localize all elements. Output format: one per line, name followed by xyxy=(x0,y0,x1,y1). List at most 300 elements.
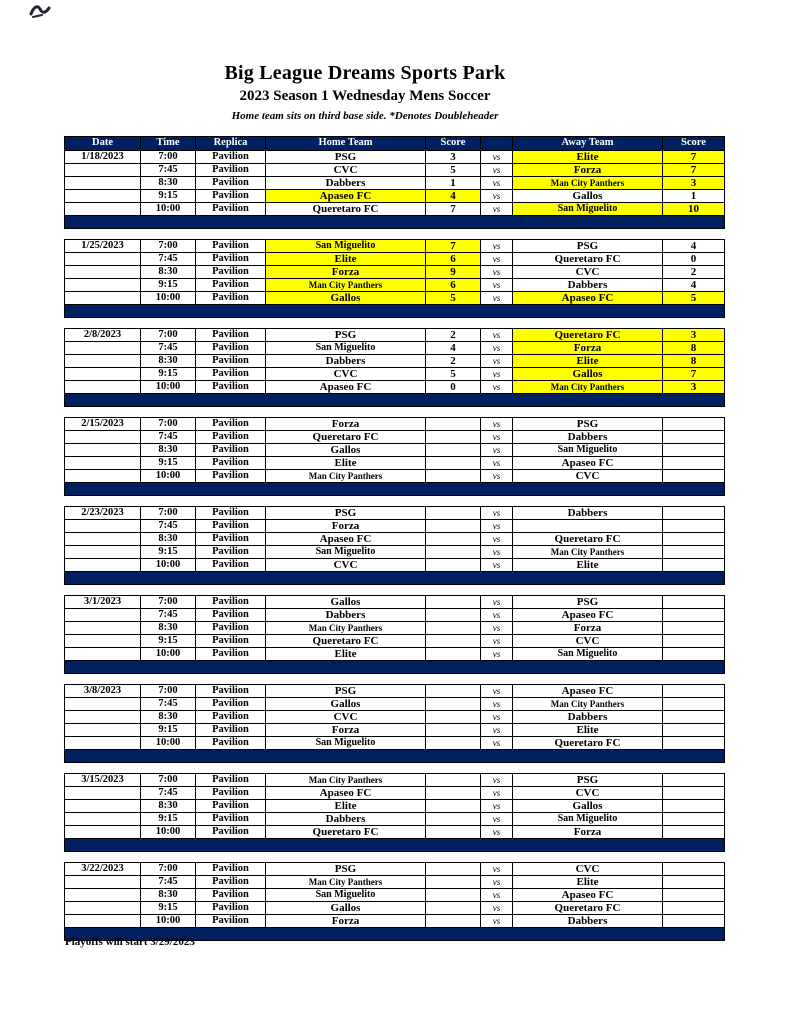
away-score-cell: 3 xyxy=(663,329,725,342)
replica-cell: Pavilion xyxy=(196,889,266,902)
time-cell: 9:15 xyxy=(141,279,196,292)
home-team-cell: Man City Panthers xyxy=(266,470,426,483)
home-score-cell xyxy=(426,635,481,648)
game-row xyxy=(65,444,725,457)
vs-cell: vs xyxy=(481,559,513,572)
vs-cell: vs xyxy=(481,915,513,928)
away-team-cell: San Miguelito xyxy=(513,813,663,826)
vs-cell: vs xyxy=(481,507,513,520)
home-score-cell: 7 xyxy=(426,203,481,216)
time-cell: 7:45 xyxy=(141,609,196,622)
home-team-cell: PSG xyxy=(266,685,426,698)
away-team-cell: Dabbers xyxy=(513,915,663,928)
game-row xyxy=(65,151,725,164)
time-cell: 7:00 xyxy=(141,329,196,342)
replica-cell: Pavilion xyxy=(196,902,266,915)
header-date-cell: Date xyxy=(65,137,141,151)
away-team-cell: Queretaro FC xyxy=(513,533,663,546)
game-row xyxy=(65,368,725,381)
away-team-cell: Man City Panthers xyxy=(513,381,663,394)
vs-cell: vs xyxy=(481,342,513,355)
away-score-cell xyxy=(663,826,725,839)
replica-cell: Pavilion xyxy=(196,648,266,661)
home-team-cell: PSG xyxy=(266,507,426,520)
home-team-cell: Gallos xyxy=(266,698,426,711)
game-row xyxy=(65,622,725,635)
date-cell xyxy=(65,711,141,724)
game-row xyxy=(65,355,725,368)
home-team-cell: San Miguelito xyxy=(266,342,426,355)
replica-cell: Pavilion xyxy=(196,596,266,609)
home-team-cell: Dabbers xyxy=(266,177,426,190)
away-team-cell: Man City Panthers xyxy=(513,546,663,559)
home-team-cell: Apaseo FC xyxy=(266,533,426,546)
away-score-cell: 2 xyxy=(663,266,725,279)
game-row xyxy=(65,457,725,470)
away-score-cell xyxy=(663,876,725,889)
game-row xyxy=(65,863,725,876)
game-row xyxy=(65,596,725,609)
replica-cell: Pavilion xyxy=(196,457,266,470)
date-cell xyxy=(65,470,141,483)
date-cell xyxy=(65,164,141,177)
date-cell xyxy=(65,342,141,355)
away-team-cell: Apaseo FC xyxy=(513,685,663,698)
date-cell: 3/22/2023 xyxy=(65,863,141,876)
game-row xyxy=(65,724,725,737)
home-score-cell xyxy=(426,596,481,609)
game-row xyxy=(65,876,725,889)
header-home-team-cell: Home Team xyxy=(266,137,426,151)
home-team-cell: Gallos xyxy=(266,596,426,609)
game-row xyxy=(65,342,725,355)
away-team-cell: San Miguelito xyxy=(513,648,663,661)
home-score-cell xyxy=(426,470,481,483)
home-team-cell: Queretaro FC xyxy=(266,431,426,444)
date-cell xyxy=(65,648,141,661)
away-score-cell: 1 xyxy=(663,190,725,203)
home-team-cell: Elite xyxy=(266,648,426,661)
game-row xyxy=(65,774,725,787)
away-score-cell: 8 xyxy=(663,355,725,368)
home-team-cell: Dabbers xyxy=(266,355,426,368)
date-cell xyxy=(65,431,141,444)
away-team-cell: Queretaro FC xyxy=(513,902,663,915)
home-team-cell: Forza xyxy=(266,724,426,737)
game-row xyxy=(65,266,725,279)
away-score-cell xyxy=(663,533,725,546)
game-row xyxy=(65,609,725,622)
home-team-cell: Gallos xyxy=(266,444,426,457)
away-team-cell: PSG xyxy=(513,774,663,787)
time-cell: 7:45 xyxy=(141,876,196,889)
away-team-cell: Queretaro FC xyxy=(513,329,663,342)
away-score-cell xyxy=(663,863,725,876)
away-score-cell xyxy=(663,507,725,520)
week-separator-bar xyxy=(65,305,725,318)
vs-cell: vs xyxy=(481,774,513,787)
game-row xyxy=(65,203,725,216)
away-score-cell: 3 xyxy=(663,381,725,394)
header-home-score-cell: Score xyxy=(426,137,481,151)
time-cell: 10:00 xyxy=(141,915,196,928)
home-team-cell: Man City Panthers xyxy=(266,279,426,292)
week-block xyxy=(64,239,725,318)
vs-cell: vs xyxy=(481,711,513,724)
time-cell: 7:00 xyxy=(141,507,196,520)
replica-cell: Pavilion xyxy=(196,431,266,444)
home-score-cell: 4 xyxy=(426,342,481,355)
home-team-cell: PSG xyxy=(266,151,426,164)
date-cell xyxy=(65,177,141,190)
time-cell: 9:15 xyxy=(141,635,196,648)
week-block xyxy=(64,773,725,852)
away-score-cell xyxy=(663,546,725,559)
away-team-cell: Dabbers xyxy=(513,279,663,292)
home-team-cell: CVC xyxy=(266,164,426,177)
vs-cell: vs xyxy=(481,596,513,609)
away-team-cell: San Miguelito xyxy=(513,444,663,457)
home-team-cell: PSG xyxy=(266,863,426,876)
home-score-cell xyxy=(426,774,481,787)
time-cell: 8:30 xyxy=(141,889,196,902)
date-cell xyxy=(65,279,141,292)
replica-cell: Pavilion xyxy=(196,507,266,520)
home-score-cell: 2 xyxy=(426,329,481,342)
away-score-cell xyxy=(663,889,725,902)
away-score-cell: 4 xyxy=(663,240,725,253)
home-score-cell: 6 xyxy=(426,253,481,266)
time-cell: 9:15 xyxy=(141,724,196,737)
date-cell xyxy=(65,813,141,826)
vs-cell: vs xyxy=(481,203,513,216)
date-cell xyxy=(65,546,141,559)
date-cell xyxy=(65,787,141,800)
game-row xyxy=(65,889,725,902)
home-team-cell: Queretaro FC xyxy=(266,203,426,216)
time-cell: 7:45 xyxy=(141,520,196,533)
time-cell: 8:30 xyxy=(141,800,196,813)
date-cell xyxy=(65,698,141,711)
time-cell: 7:45 xyxy=(141,787,196,800)
home-score-cell xyxy=(426,698,481,711)
away-score-cell: 5 xyxy=(663,292,725,305)
home-team-cell: Apaseo FC xyxy=(266,190,426,203)
vs-cell: vs xyxy=(481,698,513,711)
home-score-cell xyxy=(426,902,481,915)
home-score-cell xyxy=(426,863,481,876)
game-row xyxy=(65,177,725,190)
date-cell xyxy=(65,292,141,305)
home-score-cell: 1 xyxy=(426,177,481,190)
vs-cell: vs xyxy=(481,826,513,839)
away-team-cell: PSG xyxy=(513,418,663,431)
home-score-cell: 4 xyxy=(426,190,481,203)
home-score-cell: 9 xyxy=(426,266,481,279)
vs-cell: vs xyxy=(481,457,513,470)
time-cell: 8:30 xyxy=(141,266,196,279)
game-row xyxy=(65,470,725,483)
time-cell: 10:00 xyxy=(141,648,196,661)
date-cell: 1/18/2023 xyxy=(65,151,141,164)
away-score-cell xyxy=(663,711,725,724)
away-score-cell: 10 xyxy=(663,203,725,216)
week-separator-bar xyxy=(65,216,725,229)
away-score-cell xyxy=(663,520,725,533)
home-score-cell xyxy=(426,609,481,622)
replica-cell: Pavilion xyxy=(196,559,266,572)
away-team-cell: Forza xyxy=(513,622,663,635)
game-row xyxy=(65,292,725,305)
away-score-cell xyxy=(663,431,725,444)
home-score-cell: 3 xyxy=(426,151,481,164)
replica-cell: Pavilion xyxy=(196,826,266,839)
time-cell: 10:00 xyxy=(141,381,196,394)
away-team-cell: Gallos xyxy=(513,368,663,381)
time-cell: 7:00 xyxy=(141,596,196,609)
replica-cell: Pavilion xyxy=(196,368,266,381)
vs-cell: vs xyxy=(481,724,513,737)
home-score-cell xyxy=(426,648,481,661)
away-team-cell: PSG xyxy=(513,596,663,609)
replica-cell: Pavilion xyxy=(196,203,266,216)
home-score-cell xyxy=(426,826,481,839)
home-team-cell: PSG xyxy=(266,329,426,342)
replica-cell: Pavilion xyxy=(196,292,266,305)
away-score-cell xyxy=(663,596,725,609)
table-header-row xyxy=(65,137,725,151)
time-cell: 9:15 xyxy=(141,902,196,915)
time-cell: 7:00 xyxy=(141,863,196,876)
home-team-cell: Apaseo FC xyxy=(266,381,426,394)
vs-cell: vs xyxy=(481,190,513,203)
away-team-cell: Forza xyxy=(513,342,663,355)
week-block xyxy=(64,595,725,674)
replica-cell: Pavilion xyxy=(196,444,266,457)
week-separator-bar xyxy=(65,750,725,763)
date-cell: 3/8/2023 xyxy=(65,685,141,698)
game-row xyxy=(65,431,725,444)
time-cell: 7:00 xyxy=(141,151,196,164)
date-cell xyxy=(65,457,141,470)
home-team-cell: San Miguelito xyxy=(266,737,426,750)
date-cell xyxy=(65,253,141,266)
home-score-cell xyxy=(426,418,481,431)
game-row xyxy=(65,329,725,342)
away-team-cell: Gallos xyxy=(513,800,663,813)
vs-cell: vs xyxy=(481,863,513,876)
page-subtitle: 2023 Season 1 Wednesday Mens Soccer xyxy=(239,88,491,104)
home-team-cell: Man City Panthers xyxy=(266,622,426,635)
replica-cell: Pavilion xyxy=(196,177,266,190)
replica-cell: Pavilion xyxy=(196,533,266,546)
week-separator-bar xyxy=(65,661,725,674)
vs-cell: vs xyxy=(481,533,513,546)
date-cell xyxy=(65,724,141,737)
vs-cell: vs xyxy=(481,253,513,266)
home-score-cell xyxy=(426,533,481,546)
game-row xyxy=(65,253,725,266)
replica-cell: Pavilion xyxy=(196,342,266,355)
away-score-cell xyxy=(663,774,725,787)
home-team-cell: Elite xyxy=(266,253,426,266)
vs-cell: vs xyxy=(481,381,513,394)
game-row xyxy=(65,737,725,750)
away-score-cell: 7 xyxy=(663,368,725,381)
home-score-cell: 5 xyxy=(426,164,481,177)
replica-cell: Pavilion xyxy=(196,915,266,928)
vs-cell: vs xyxy=(481,648,513,661)
home-team-cell: San Miguelito xyxy=(266,889,426,902)
replica-cell: Pavilion xyxy=(196,240,266,253)
home-score-cell xyxy=(426,724,481,737)
away-score-cell: 0 xyxy=(663,253,725,266)
home-team-cell: CVC xyxy=(266,368,426,381)
vs-cell: vs xyxy=(481,329,513,342)
game-row xyxy=(65,507,725,520)
replica-cell: Pavilion xyxy=(196,190,266,203)
vs-cell: vs xyxy=(481,240,513,253)
vs-cell: vs xyxy=(481,609,513,622)
away-score-cell xyxy=(663,635,725,648)
time-cell: 10:00 xyxy=(141,826,196,839)
replica-cell: Pavilion xyxy=(196,381,266,394)
date-cell xyxy=(65,915,141,928)
replica-cell: Pavilion xyxy=(196,876,266,889)
game-row xyxy=(65,381,725,394)
away-score-cell xyxy=(663,457,725,470)
vs-cell: vs xyxy=(481,418,513,431)
date-cell xyxy=(65,444,141,457)
vs-cell: vs xyxy=(481,622,513,635)
home-score-cell xyxy=(426,876,481,889)
home-score-cell xyxy=(426,813,481,826)
vs-cell: vs xyxy=(481,164,513,177)
away-score-cell xyxy=(663,787,725,800)
date-cell: 3/1/2023 xyxy=(65,596,141,609)
date-cell xyxy=(65,203,141,216)
replica-cell: Pavilion xyxy=(196,546,266,559)
away-score-cell xyxy=(663,418,725,431)
time-cell: 7:45 xyxy=(141,698,196,711)
replica-cell: Pavilion xyxy=(196,622,266,635)
week-block xyxy=(64,506,725,585)
date-cell xyxy=(65,368,141,381)
replica-cell: Pavilion xyxy=(196,329,266,342)
replica-cell: Pavilion xyxy=(196,813,266,826)
time-cell: 7:00 xyxy=(141,774,196,787)
home-team-cell: Man City Panthers xyxy=(266,876,426,889)
away-score-cell xyxy=(663,737,725,750)
replica-cell: Pavilion xyxy=(196,151,266,164)
vs-cell: vs xyxy=(481,292,513,305)
header-away-team-cell: Away Team xyxy=(513,137,663,151)
time-cell: 8:30 xyxy=(141,355,196,368)
week-separator-bar xyxy=(65,483,725,496)
time-cell: 9:15 xyxy=(141,368,196,381)
home-score-cell xyxy=(426,546,481,559)
home-team-cell: Forza xyxy=(266,418,426,431)
away-team-cell: Dabbers xyxy=(513,507,663,520)
away-team-cell xyxy=(513,520,663,533)
header-time-cell: Time xyxy=(141,137,196,151)
home-team-cell: Apaseo FC xyxy=(266,787,426,800)
home-team-cell: Gallos xyxy=(266,292,426,305)
ink-mark-artifact xyxy=(28,2,52,20)
vs-cell: vs xyxy=(481,889,513,902)
away-team-cell: Dabbers xyxy=(513,431,663,444)
time-cell: 8:30 xyxy=(141,177,196,190)
week-block xyxy=(64,136,725,229)
header-away-score-cell: Score xyxy=(663,137,725,151)
game-row xyxy=(65,533,725,546)
home-team-cell: Dabbers xyxy=(266,609,426,622)
date-cell: 3/15/2023 xyxy=(65,774,141,787)
away-team-cell: PSG xyxy=(513,240,663,253)
replica-cell: Pavilion xyxy=(196,711,266,724)
away-score-cell: 7 xyxy=(663,164,725,177)
game-row xyxy=(65,698,725,711)
vs-cell: vs xyxy=(481,368,513,381)
away-score-cell: 3 xyxy=(663,177,725,190)
game-row xyxy=(65,546,725,559)
time-cell: 10:00 xyxy=(141,203,196,216)
date-cell xyxy=(65,876,141,889)
home-team-cell: Gallos xyxy=(266,902,426,915)
schedule-table xyxy=(64,136,726,951)
time-cell: 8:30 xyxy=(141,711,196,724)
date-cell: 2/23/2023 xyxy=(65,507,141,520)
game-row xyxy=(65,915,725,928)
vs-cell: vs xyxy=(481,151,513,164)
week-block xyxy=(64,417,725,496)
replica-cell: Pavilion xyxy=(196,774,266,787)
away-team-cell: Apaseo FC xyxy=(513,457,663,470)
page-title: Big League Dreams Sports Park xyxy=(224,62,506,84)
home-score-cell xyxy=(426,444,481,457)
time-cell: 7:45 xyxy=(141,431,196,444)
home-team-cell: Elite xyxy=(266,800,426,813)
away-team-cell: San Miguelito xyxy=(513,203,663,216)
away-team-cell: Queretaro FC xyxy=(513,737,663,750)
time-cell: 10:00 xyxy=(141,559,196,572)
week-block xyxy=(64,862,725,941)
away-score-cell: 7 xyxy=(663,151,725,164)
replica-cell: Pavilion xyxy=(196,737,266,750)
time-cell: 9:15 xyxy=(141,546,196,559)
week-separator-bar xyxy=(65,839,725,852)
home-team-cell: CVC xyxy=(266,711,426,724)
time-cell: 7:00 xyxy=(141,240,196,253)
away-team-cell: CVC xyxy=(513,470,663,483)
vs-cell: vs xyxy=(481,800,513,813)
document-headings xyxy=(0,62,730,122)
replica-cell: Pavilion xyxy=(196,418,266,431)
date-cell xyxy=(65,826,141,839)
away-team-cell: Forza xyxy=(513,164,663,177)
replica-cell: Pavilion xyxy=(196,724,266,737)
game-row xyxy=(65,418,725,431)
date-cell xyxy=(65,902,141,915)
home-score-cell: 0 xyxy=(426,381,481,394)
replica-cell: Pavilion xyxy=(196,266,266,279)
vs-cell: vs xyxy=(481,635,513,648)
away-score-cell xyxy=(663,470,725,483)
replica-cell: Pavilion xyxy=(196,787,266,800)
replica-cell: Pavilion xyxy=(196,355,266,368)
home-score-cell: 2 xyxy=(426,355,481,368)
away-score-cell xyxy=(663,609,725,622)
